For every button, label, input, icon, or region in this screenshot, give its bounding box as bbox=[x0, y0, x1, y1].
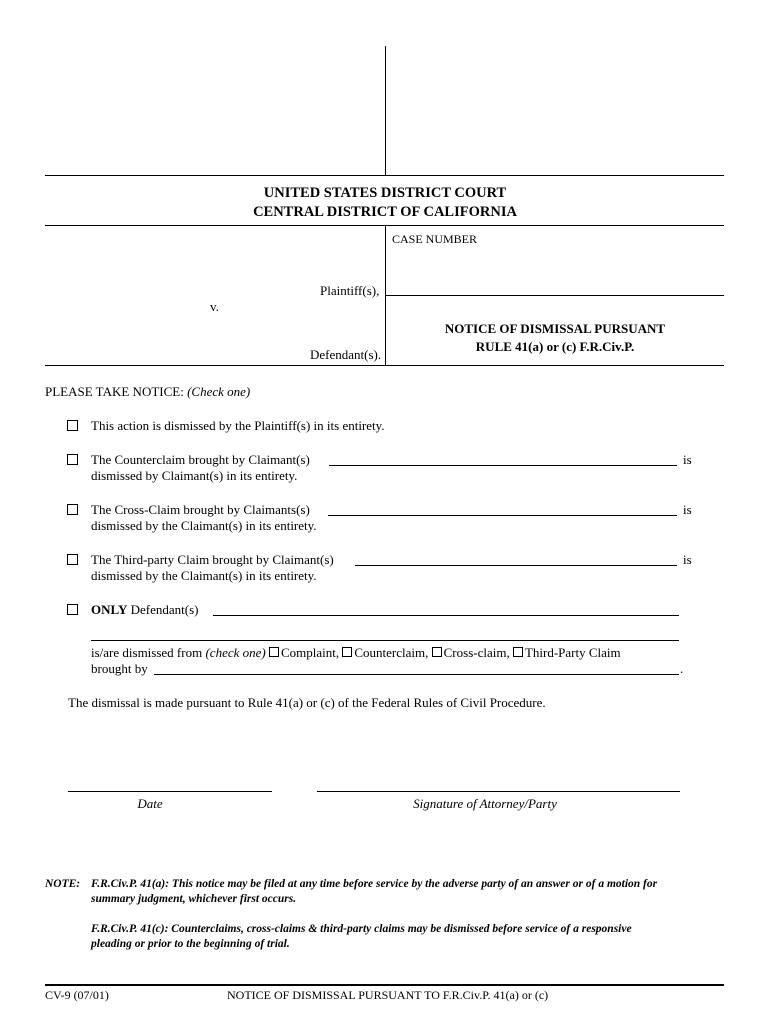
option1-checkbox[interactable] bbox=[67, 420, 78, 431]
header-rule-top bbox=[45, 175, 724, 176]
option4-text-line1: The Third-party Claim brought by Claimant(s) bbox=[91, 552, 334, 567]
option1-text: This action is dismissed by the Plaintiff(s) in its entirety. bbox=[91, 418, 385, 433]
third-party-label: Third-Party Claim bbox=[524, 645, 621, 660]
option5-defendants: Defendant(s) bbox=[130, 602, 199, 617]
option5-text bbox=[91, 602, 198, 618]
option3-text-line2: dismissed by the Claimant(s) in its entirety. bbox=[91, 518, 317, 533]
court-name-line1: UNITED STATES DISTRICT COURT bbox=[263, 185, 507, 201]
brought-by-label: brought by bbox=[91, 661, 148, 676]
option3-checkbox[interactable] bbox=[67, 504, 78, 515]
footer-title: NOTICE OF DISMISSAL PURSUANT TO F.R.Civ.P. 41(a) or (c) bbox=[227, 988, 549, 1002]
defendant-label: Defendant(s). bbox=[310, 347, 382, 362]
option3-is: is bbox=[683, 502, 692, 517]
note-p2-line2: pleading or prior to the beginning of trial. bbox=[91, 938, 290, 950]
option5-defendant-field[interactable] bbox=[213, 615, 679, 616]
dismissed-from-line bbox=[91, 645, 621, 661]
crossclaim-checkbox[interactable] bbox=[432, 647, 442, 657]
third-party-checkbox[interactable] bbox=[513, 647, 523, 657]
option3-text-line1: The Cross-Claim brought by Claimants(s) bbox=[91, 502, 310, 517]
date-label: Date bbox=[137, 796, 163, 811]
date-line[interactable] bbox=[68, 791, 272, 792]
case-number-line[interactable] bbox=[386, 295, 724, 296]
document-title bbox=[386, 320, 724, 356]
option4-is: is bbox=[683, 552, 692, 567]
header-divider-vertical bbox=[385, 46, 386, 175]
option2-text-line2: dismissed by Claimant(s) in its entirety. bbox=[91, 468, 298, 483]
counterclaim-label: Counterclaim, bbox=[354, 645, 429, 660]
option3-claimant-field[interactable] bbox=[328, 515, 677, 516]
complaint-label: Complaint, bbox=[280, 645, 340, 660]
option4-text-line2: dismissed by the Claimant(s) in its entirety. bbox=[91, 568, 317, 583]
document-title-line1: NOTICE OF DISMISSAL PURSUANT bbox=[444, 321, 666, 336]
note-p1-line1: F.R.Civ.P. 41(a): This notice may be filed at any time before service by the adverse party of an answer or of a motion for bbox=[91, 878, 658, 890]
isare-text: is/are dismissed from bbox=[91, 645, 203, 660]
note-label: NOTE: bbox=[45, 878, 81, 890]
note-p1-line2: summary judgment, whichever first occurs. bbox=[91, 893, 297, 905]
option5-checkbox[interactable] bbox=[67, 604, 78, 615]
complaint-checkbox[interactable] bbox=[269, 647, 279, 657]
footer-form-number: CV-9 (07/01) bbox=[45, 988, 109, 1002]
brought-by-field[interactable] bbox=[154, 674, 679, 675]
pursuant-text: The dismissal is made pursuant to Rule 41(a) or (c) of the Federal Rules of Civil Procedure. bbox=[68, 695, 546, 710]
check-one-text: (check one) bbox=[205, 645, 266, 660]
option2-claimant-field[interactable] bbox=[329, 465, 677, 466]
crossclaim-label: Cross-claim, bbox=[443, 645, 510, 660]
signature-line[interactable] bbox=[317, 791, 680, 792]
option2-text-line1: The Counterclaim brought by Claimant(s) bbox=[91, 452, 310, 467]
notice-check-one: (Check one) bbox=[187, 384, 251, 399]
notice-intro-text: PLEASE TAKE NOTICE: bbox=[45, 384, 184, 399]
option5-defendant-field-2[interactable] bbox=[91, 640, 679, 641]
brought-by-period: . bbox=[680, 661, 684, 676]
note-p2-line1: F.R.Civ.P. 41(c): Counterclaims, cross-claims & third-party claims may be dismissed before service of a responsive bbox=[91, 923, 632, 935]
court-name bbox=[0, 184, 770, 222]
caption-rule-bottom bbox=[45, 365, 724, 366]
option5-only: ONLY bbox=[91, 602, 128, 617]
versus-label: v. bbox=[210, 299, 219, 314]
case-number-label: CASE NUMBER bbox=[392, 232, 478, 246]
notice-intro bbox=[45, 384, 250, 400]
signature-label: Signature of Attorney/Party bbox=[413, 796, 557, 811]
footer-rule bbox=[45, 984, 724, 986]
document-title-line2: RULE 41(a) or (c) F.R.Civ.P. bbox=[475, 339, 635, 354]
counterclaim-checkbox[interactable] bbox=[342, 647, 352, 657]
option4-checkbox[interactable] bbox=[67, 554, 78, 565]
note-paragraph-1 bbox=[91, 877, 731, 907]
option4-claimant-field[interactable] bbox=[355, 565, 677, 566]
note-paragraph-2 bbox=[91, 922, 731, 952]
option2-is: is bbox=[683, 452, 692, 467]
court-name-line2: CENTRAL DISTRICT OF CALIFORNIA bbox=[253, 204, 517, 220]
option2-checkbox[interactable] bbox=[67, 454, 78, 465]
plaintiff-label: Plaintiff(s), bbox=[320, 283, 380, 298]
